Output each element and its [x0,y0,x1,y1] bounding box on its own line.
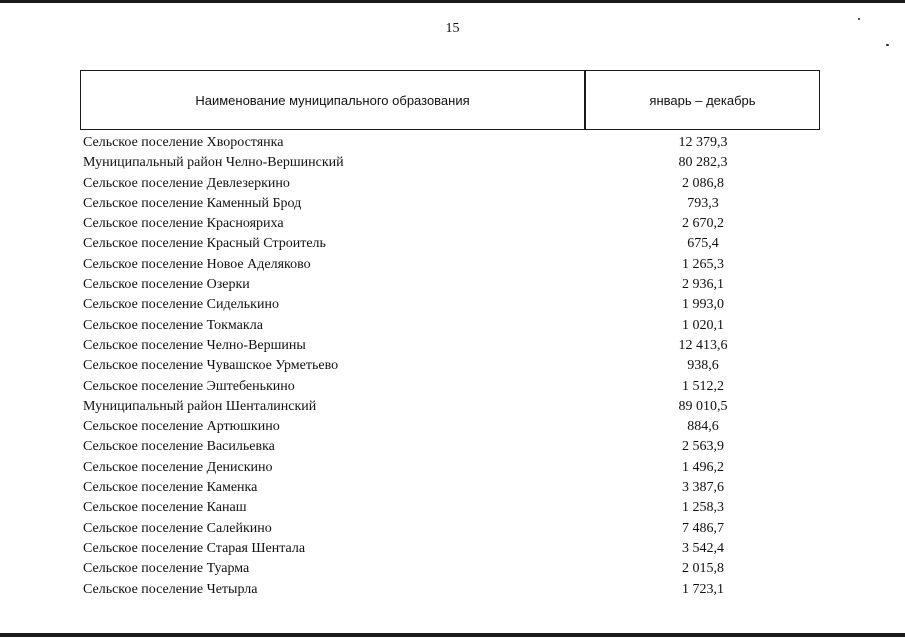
table-body [83,133,823,600]
table-row [83,214,823,234]
table-row [83,498,823,518]
table-row [83,275,823,295]
table-row [83,356,823,376]
municipality-name: Сельское поселение Челно-Вершины [83,337,306,353]
table-row [83,153,823,173]
municipality-name: Сельское поселение Артюшкино [83,419,280,435]
table-row [83,437,823,457]
annual-value: 2 670,2 [682,216,724,232]
annual-value: 12 379,3 [678,135,728,150]
scan-speck [858,18,860,20]
municipality-name: Сельское поселение Девлезеркино [83,175,290,191]
table-row [83,458,823,478]
municipality-name: Сельское поселение Токмакла [83,317,263,333]
annual-value: 89 010,5 [678,398,728,414]
municipality-name: Сельское поселение Старая Шентала [83,540,306,556]
column-header-name: Наименование муниципального образования [195,92,470,108]
table-row [83,316,823,336]
municipality-name: Сельское поселение Денискино [83,459,273,475]
annual-value: 1 258,3 [682,500,724,516]
annual-value: 12 413,6 [678,337,728,353]
table-row [83,417,823,437]
municipality-name: Сельское поселение Чувашское Урметьево [83,358,339,374]
table-row [83,397,823,417]
municipality-name: Сельское поселение Краснояриха [83,216,284,232]
annual-value: 1 265,3 [682,256,724,272]
annual-value: 2 563,9 [682,439,724,455]
municipality-name: Сельское поселение Четырла [83,581,258,597]
annual-value: 1 512,2 [682,378,724,394]
municipality-name: Сельское поселение Каменный Брод [83,195,302,211]
top-border-rule [0,0,905,3]
table-row [83,255,823,275]
annual-value: 3 387,6 [682,480,724,496]
table-row [83,336,823,356]
page-number: 15 [445,21,460,36]
annual-value: 938,6 [687,358,719,374]
annual-value: 1 020,1 [682,317,724,333]
municipality-name: Сельское поселение Канаш [83,500,247,516]
annual-value: 793,3 [687,195,719,211]
municipality-name: Сельское поселение Каменка [83,480,258,496]
municipality-name: Сельское поселение Салейкино [83,520,272,536]
annual-value: 2 936,1 [682,277,724,293]
table-row [83,295,823,315]
municipality-name: Сельское поселение Хворостянка [83,135,284,150]
annual-value: 3 542,4 [682,540,724,556]
municipality-name: Сельское поселение Красный Строитель [83,236,326,252]
annual-value: 884,6 [687,419,719,435]
municipality-name: Муниципальный район Челно-Вершинский [83,155,344,171]
table-row [83,133,823,153]
table-row [83,559,823,579]
table-row [83,194,823,214]
annual-value: 1 993,0 [682,297,724,313]
column-header-period: январь – декабрь [649,92,756,108]
municipality-name: Сельское поселение Сиделькино [83,297,279,313]
municipality-name: Сельское поселение Туарма [83,561,250,577]
table-row [83,539,823,559]
municipality-name: Сельское поселение Озерки [83,277,250,293]
municipality-name: Муниципальный район Шенталинский [83,398,317,414]
table-row [83,377,823,397]
municipality-name: Сельское поселение Эштебенькино [83,378,295,394]
annual-value: 7 486,7 [682,520,724,536]
table-row [83,580,823,600]
annual-value: 675,4 [687,236,719,252]
scan-speck [886,44,889,46]
municipality-name: Сельское поселение Васильевка [83,439,275,455]
annual-value: 2 015,8 [682,561,724,577]
municipality-name: Сельское поселение Новое Аделяково [83,256,311,272]
table-header [80,70,820,130]
annual-value: 1 496,2 [682,459,724,475]
annual-value: 80 282,3 [678,155,728,171]
table-row [83,519,823,539]
table-row [83,234,823,254]
table-row [83,174,823,194]
annual-value: 2 086,8 [682,175,724,191]
bottom-border-rule [0,633,905,637]
table-row [83,478,823,498]
annual-value: 1 723,1 [682,581,724,597]
